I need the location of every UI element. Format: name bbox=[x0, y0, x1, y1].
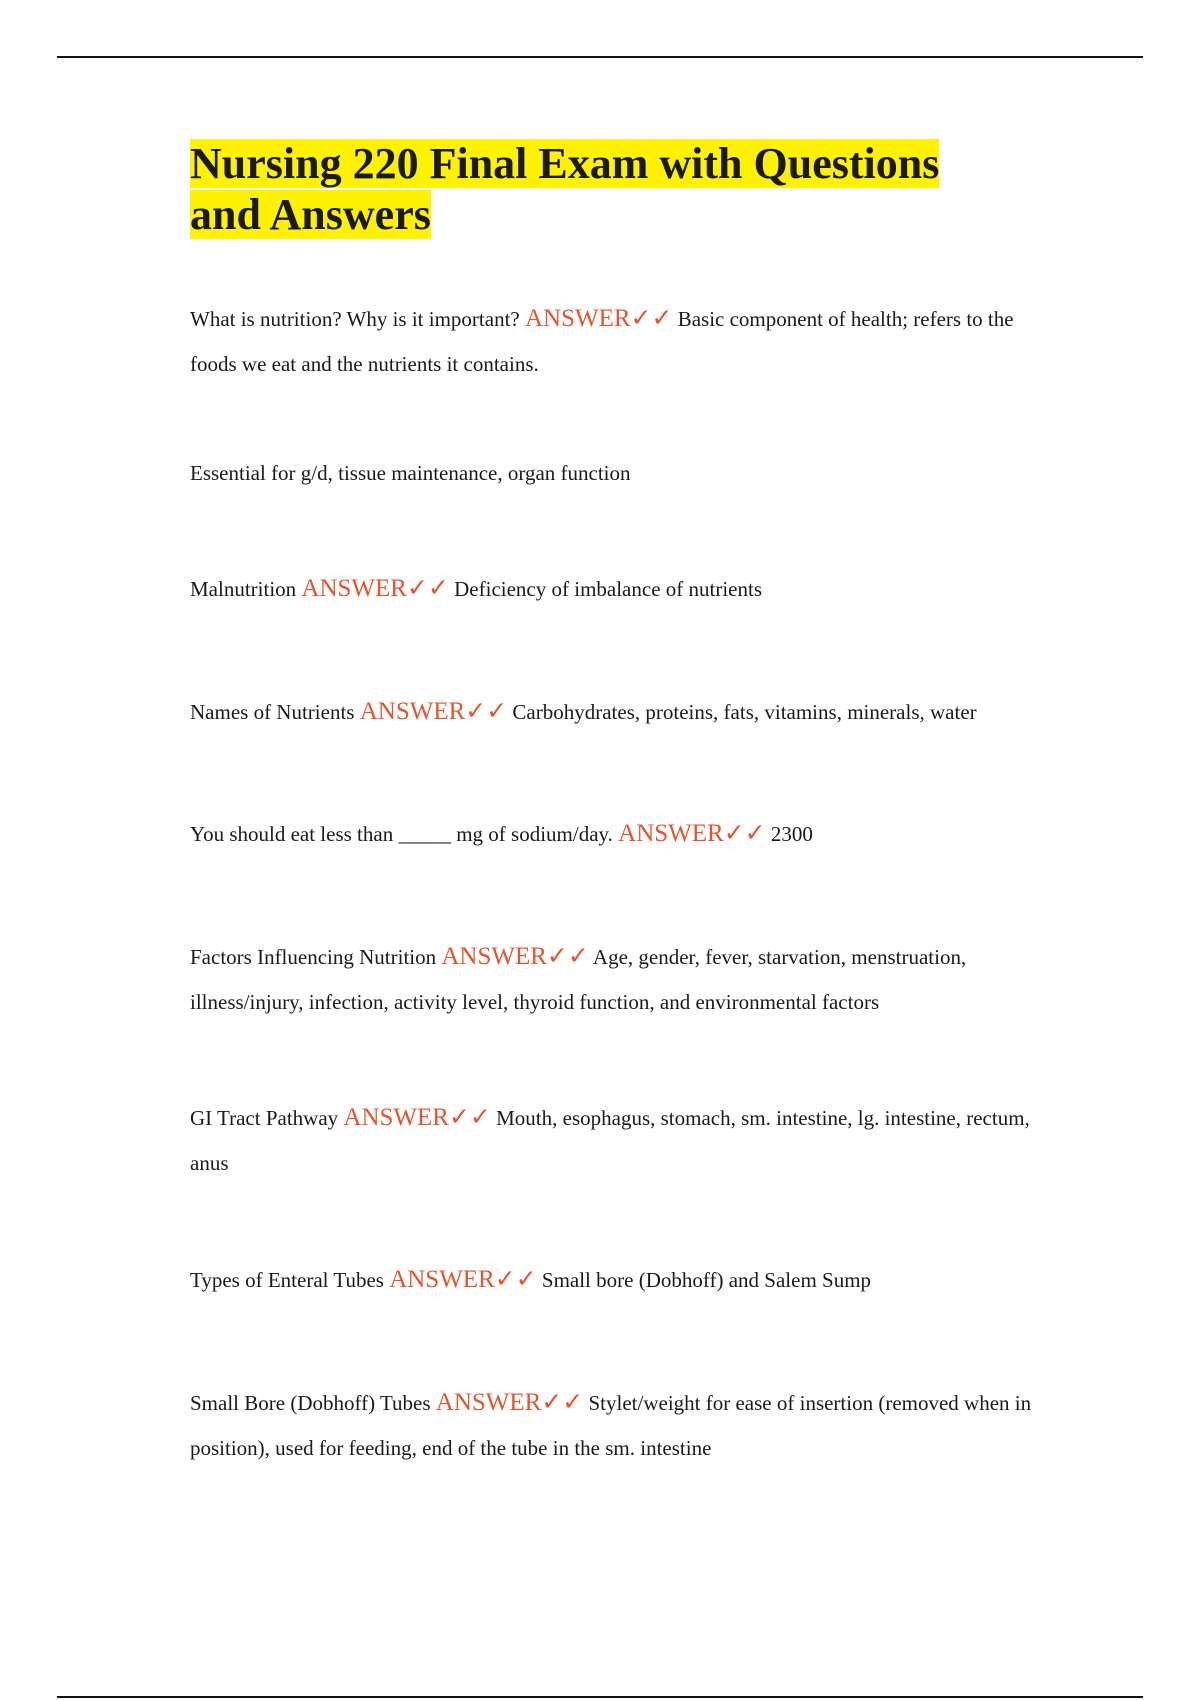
qa-item bbox=[190, 811, 1050, 857]
answer-text: 2300 bbox=[770, 822, 813, 846]
qa-item bbox=[190, 566, 1050, 612]
body-text: Essential for g/d, tissue maintenance, organ function bbox=[190, 461, 631, 485]
answer-marker: ANSWER✓✓ bbox=[618, 820, 766, 847]
answer-text: Age, gender, fever, starvation, menstruation, illness/injury, infection, activity level, thyroid function, and environmental factors bbox=[190, 945, 967, 1014]
answer-marker: ANSWER✓✓ bbox=[435, 1389, 584, 1416]
answer-text: Mouth, esophagus, stomach, sm. intestine, lg. intestine, rectum, anus bbox=[190, 1106, 1030, 1175]
question-text: Names of Nutrients bbox=[190, 700, 355, 724]
answer-marker: ANSWER✓✓ bbox=[441, 943, 589, 970]
qa-item bbox=[190, 689, 1050, 735]
answer-text: Stylet/weight for ease of insertion (removed when in position), used for feeding, end of the tube in the sm. intestine bbox=[190, 1391, 1032, 1460]
answer-marker: ANSWER✓✓ bbox=[524, 305, 673, 332]
qa-item bbox=[190, 1257, 1050, 1303]
question-text: What is nutrition? Why is it important? bbox=[190, 307, 520, 331]
answer-marker: ANSWER✓✓ bbox=[389, 1266, 537, 1293]
question-text: You should eat less than _____ mg of sodium/day. bbox=[190, 822, 613, 846]
text-item bbox=[190, 451, 1050, 496]
answer-text: Basic component of health; refers to the foods we eat and the nutrients it contains. bbox=[190, 307, 1014, 376]
question-text: Types of Enteral Tubes bbox=[190, 1268, 384, 1292]
qa-item bbox=[190, 1380, 1050, 1471]
qa-item bbox=[190, 934, 1050, 1025]
top-rule bbox=[57, 56, 1143, 58]
answer-marker: ANSWER✓✓ bbox=[343, 1104, 491, 1131]
title-highlight: Nursing 220 Final Exam with Questions and Answers bbox=[190, 139, 940, 239]
question-text: Factors Influencing Nutrition bbox=[190, 945, 437, 969]
answer-text: Carbohydrates, proteins, fats, vitamins, minerals, water bbox=[512, 700, 977, 724]
answer-text: Small bore (Dobhoff) and Salem Sump bbox=[541, 1268, 872, 1292]
qa-item bbox=[190, 296, 1050, 387]
qa-item bbox=[190, 1095, 1050, 1186]
page-title bbox=[190, 138, 970, 240]
question-text: Malnutrition bbox=[190, 577, 297, 601]
answer-marker: ANSWER✓✓ bbox=[359, 698, 508, 725]
answer-marker: ANSWER✓✓ bbox=[301, 575, 449, 602]
question-text: Small Bore (Dobhoff) Tubes bbox=[190, 1391, 431, 1415]
bottom-rule bbox=[57, 1696, 1143, 1698]
answer-text: Deficiency of imbalance of nutrients bbox=[454, 577, 762, 601]
question-text: GI Tract Pathway bbox=[190, 1106, 339, 1130]
